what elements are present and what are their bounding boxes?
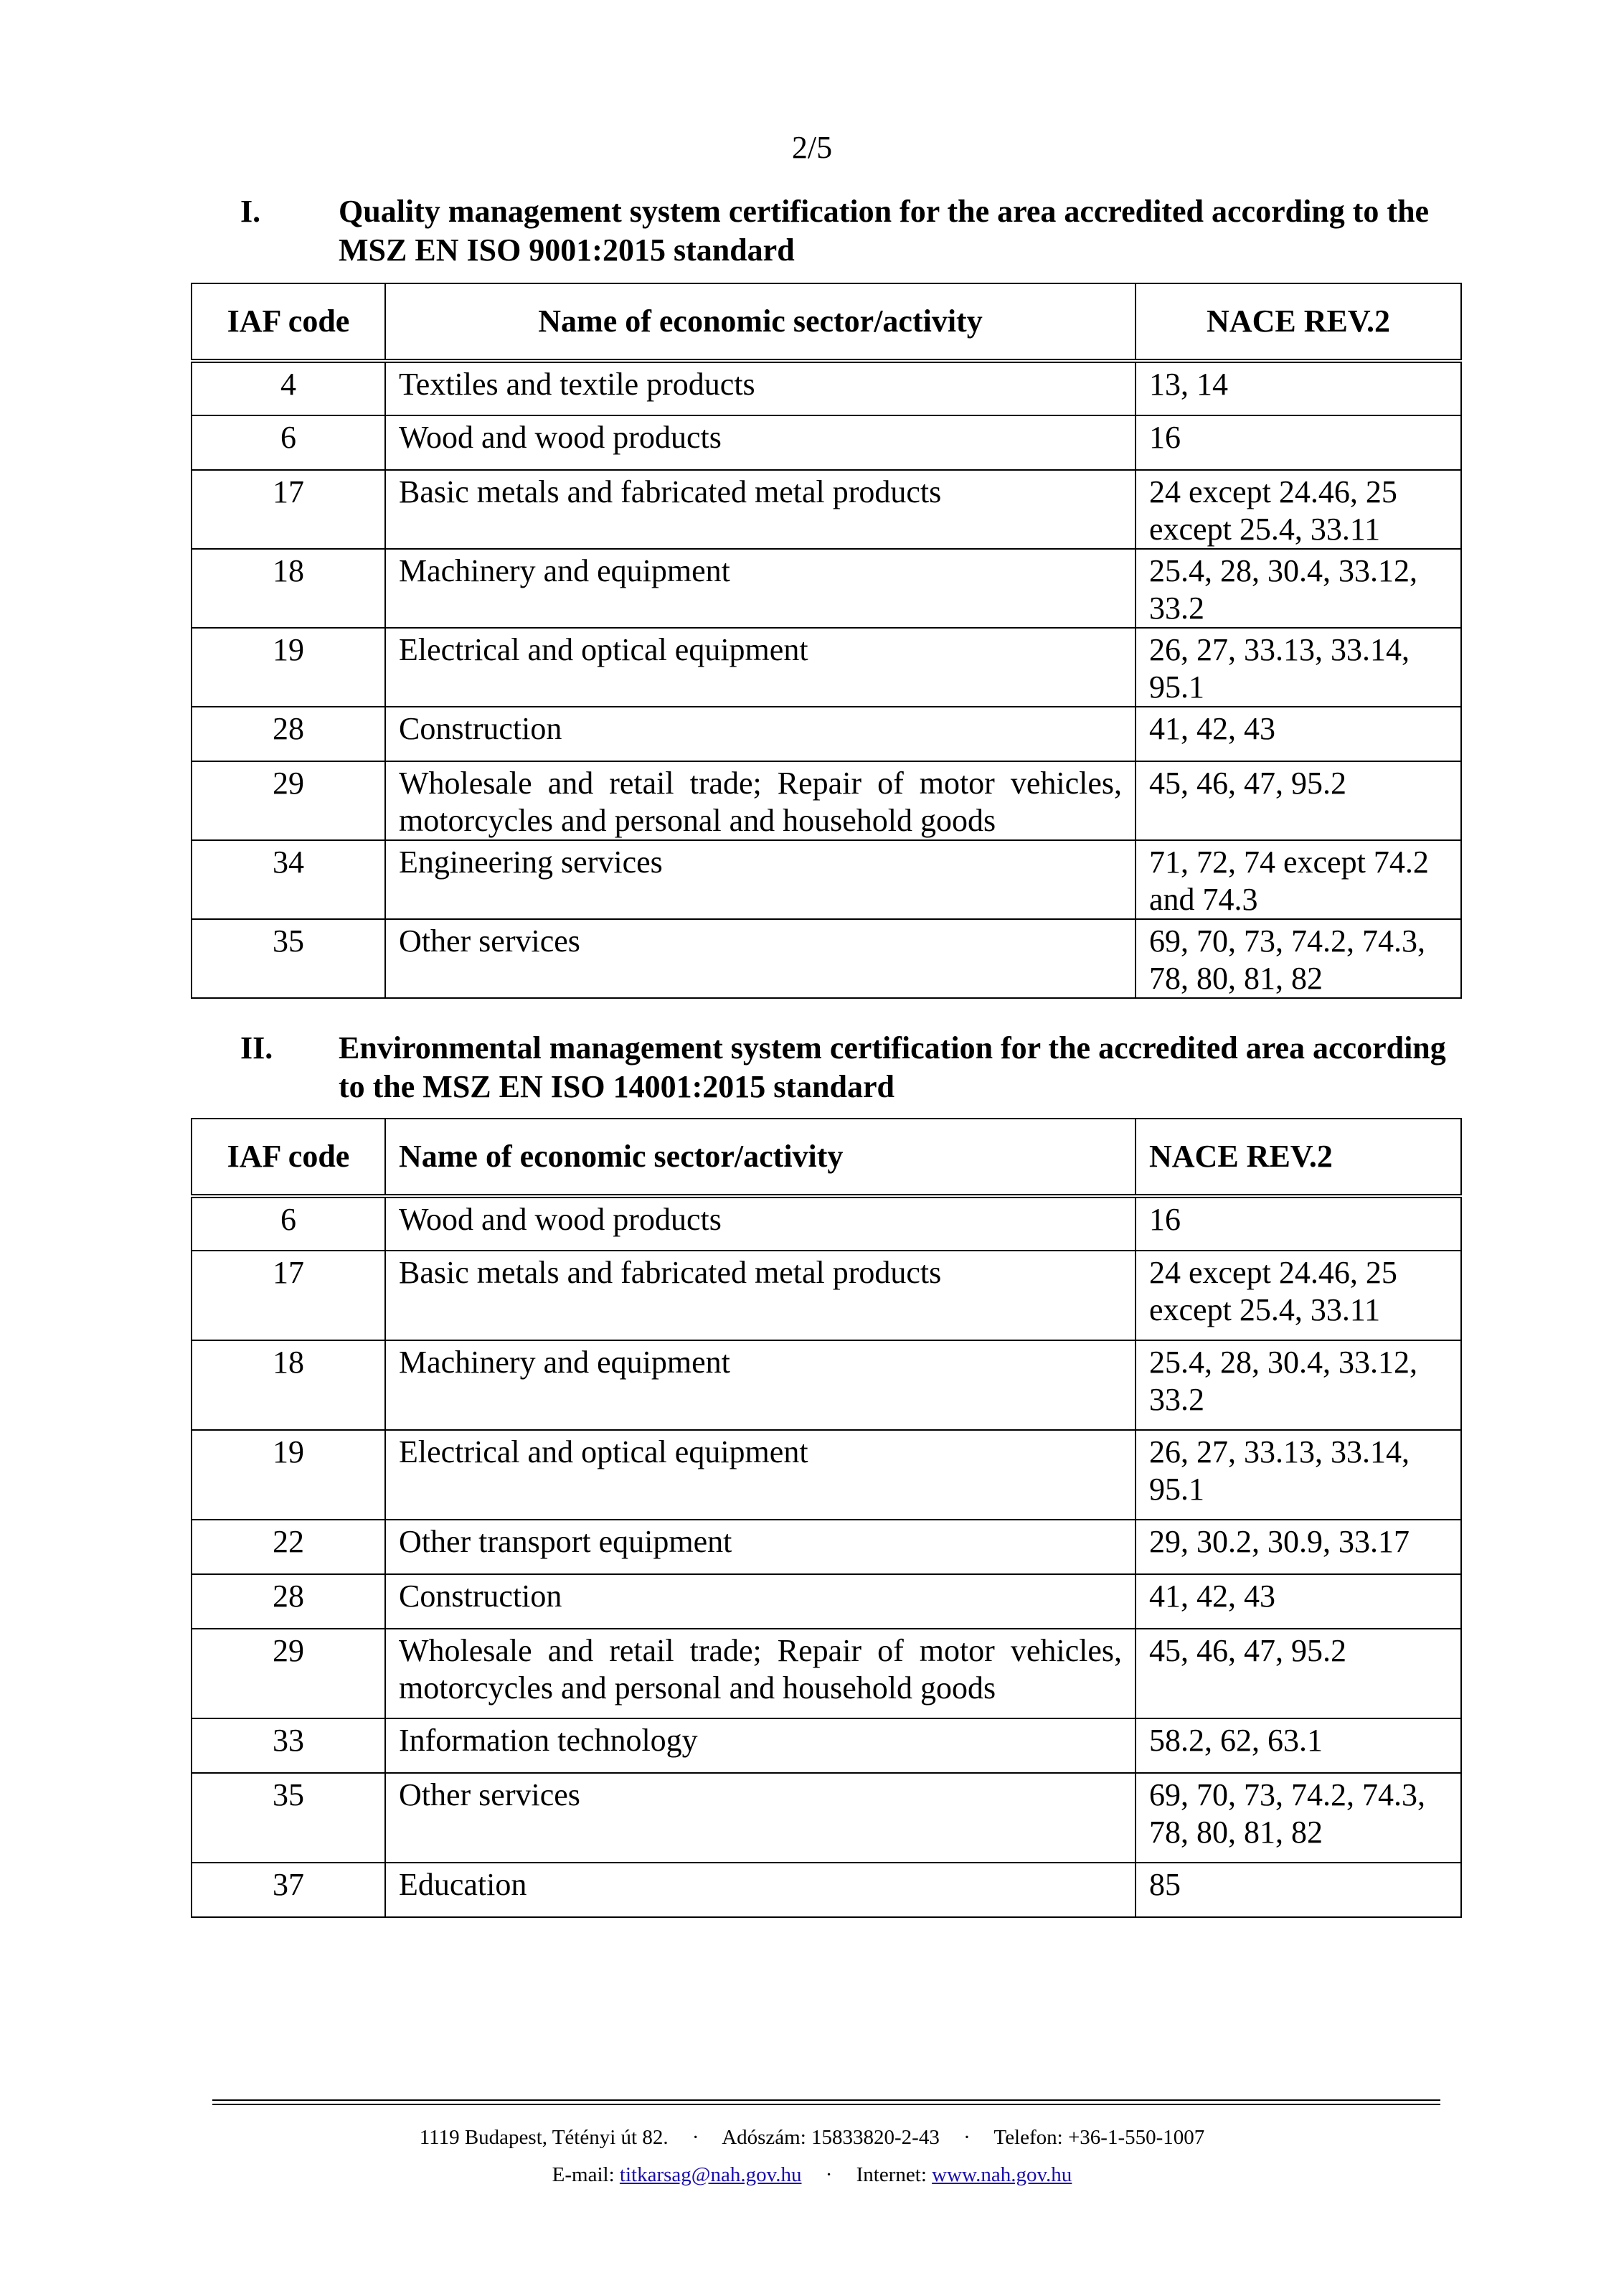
sector-name-cell <box>385 628 1136 707</box>
iaf-code-cell <box>192 1196 385 1251</box>
table-row <box>192 1196 1461 1251</box>
iaf-code-cell <box>192 840 385 919</box>
column-header-nace: NACE REV.2 <box>1136 1119 1461 1196</box>
section-numeral: I. <box>240 194 261 229</box>
footer-website-link[interactable]: www.nah.gov.hu <box>932 2163 1072 2186</box>
nace-codes: 24 except 24.46, 25 except 25.4, 33.11 <box>1149 474 1397 547</box>
iaf-code: 37 <box>273 1867 304 1902</box>
sector-name: Wood and wood products <box>399 420 722 455</box>
sector-name-cell <box>385 415 1136 470</box>
table-row <box>192 1520 1461 1574</box>
footer-email-label: E-mail: <box>552 2163 615 2186</box>
nace-cell <box>1136 707 1461 761</box>
nace-cell <box>1136 1196 1461 1251</box>
nace-codes: 16 <box>1149 420 1181 455</box>
sector-name: Machinery and equipment <box>399 553 730 588</box>
section-heading-quality <box>240 192 1474 270</box>
table-row <box>192 549 1461 628</box>
nace-codes: 16 <box>1149 1202 1181 1237</box>
nace-cell <box>1136 1718 1461 1773</box>
sector-name: Wood and wood products <box>399 1202 722 1237</box>
iaf-code: 28 <box>273 711 304 746</box>
nace-codes: 69, 70, 73, 74.2, 74.3, 78, 80, 81, 82 <box>1149 1777 1425 1850</box>
sector-name: Construction <box>399 711 562 746</box>
section-title: Environmental management system certification for the accredited area according to the MSZ EN ISO 14001:2015 standard <box>339 1030 1446 1104</box>
iaf-code: 28 <box>273 1578 304 1614</box>
footer-separator: · <box>963 2126 971 2149</box>
column-header-iaf-code: IAF code <box>192 1119 385 1196</box>
environmental-scope-table <box>191 1118 1462 1918</box>
table-row <box>192 1718 1461 1773</box>
footer-tax-id: Adószám: 15833820-2-43 <box>722 2126 940 2149</box>
table-row <box>192 707 1461 761</box>
sector-name: Wholesale and retail trade; Repair of motor vehicles, motorcycles and personal and household goods <box>399 766 1122 838</box>
footer-divider <box>212 2099 1440 2101</box>
footer-separator: · <box>691 2126 699 2149</box>
sector-name-cell <box>385 1196 1136 1251</box>
sector-name: Wholesale and retail trade; Repair of motor vehicles, motorcycles and personal and household goods <box>399 1633 1122 1705</box>
table-row <box>192 415 1461 470</box>
nace-cell <box>1136 761 1461 840</box>
sector-name-cell <box>385 1863 1136 1917</box>
iaf-code: 19 <box>273 632 304 667</box>
table-row <box>192 1251 1461 1340</box>
iaf-code-cell <box>192 628 385 707</box>
nace-codes: 26, 27, 33.13, 33.14, 95.1 <box>1149 1434 1410 1507</box>
table-header-row <box>192 1119 1461 1196</box>
nace-cell <box>1136 919 1461 998</box>
nace-cell <box>1136 361 1461 415</box>
sector-name-cell <box>385 761 1136 840</box>
iaf-code-cell <box>192 1430 385 1520</box>
iaf-code-cell <box>192 1773 385 1863</box>
nace-cell <box>1136 549 1461 628</box>
table-row <box>192 840 1461 919</box>
sector-name-cell <box>385 1340 1136 1430</box>
iaf-code-cell <box>192 1863 385 1917</box>
sector-name-cell <box>385 1574 1136 1629</box>
sector-name: Basic metals and fabricated metal products <box>399 474 942 509</box>
footer-divider <box>212 2104 1440 2105</box>
footer-contact-line <box>0 2124 1624 2151</box>
sector-name-cell <box>385 1520 1136 1574</box>
sector-name: Other services <box>399 1777 580 1812</box>
sector-name-cell <box>385 1773 1136 1863</box>
nace-codes: 58.2, 62, 63.1 <box>1149 1723 1323 1758</box>
nace-cell <box>1136 1863 1461 1917</box>
sector-name: Machinery and equipment <box>399 1345 730 1380</box>
sector-name: Other transport equipment <box>399 1524 732 1559</box>
nace-codes: 45, 46, 47, 95.2 <box>1149 1633 1346 1668</box>
sector-name: Basic metals and fabricated metal products <box>399 1255 942 1290</box>
sector-name: Textiles and textile products <box>399 367 755 402</box>
nace-cell <box>1136 840 1461 919</box>
column-header-nace: NACE REV.2 <box>1136 283 1461 361</box>
iaf-code-cell <box>192 919 385 998</box>
sector-name-cell <box>385 1718 1136 1773</box>
nace-cell <box>1136 628 1461 707</box>
nace-codes: 26, 27, 33.13, 33.14, 95.1 <box>1149 632 1410 705</box>
sector-name-cell <box>385 1629 1136 1718</box>
sector-name-cell <box>385 361 1136 415</box>
table-header-row <box>192 283 1461 361</box>
nace-codes: 45, 46, 47, 95.2 <box>1149 766 1346 801</box>
table-row <box>192 919 1461 998</box>
iaf-code: 34 <box>273 844 304 880</box>
nace-codes: 71, 72, 74 except 74.2 and 74.3 <box>1149 844 1429 917</box>
table-row <box>192 1629 1461 1718</box>
nace-codes: 69, 70, 73, 74.2, 74.3, 78, 80, 81, 82 <box>1149 923 1425 996</box>
sector-name-cell <box>385 840 1136 919</box>
nace-codes: 29, 30.2, 30.9, 33.17 <box>1149 1524 1410 1559</box>
iaf-code-cell <box>192 1718 385 1773</box>
nace-codes: 25.4, 28, 30.4, 33.12, 33.2 <box>1149 1345 1417 1417</box>
iaf-code: 17 <box>273 474 304 509</box>
iaf-code-cell <box>192 1340 385 1430</box>
nace-codes: 41, 42, 43 <box>1149 1578 1275 1614</box>
nace-cell <box>1136 1574 1461 1629</box>
iaf-code: 29 <box>273 766 304 801</box>
sector-name: Engineering services <box>399 844 663 880</box>
iaf-code: 35 <box>273 1777 304 1812</box>
column-header-sector-name: Name of economic sector/activity <box>385 283 1136 361</box>
sector-name-cell <box>385 1251 1136 1340</box>
nace-cell <box>1136 1629 1461 1718</box>
nace-codes: 13, 14 <box>1149 367 1228 402</box>
footer-phone: Telefon: +36-1-550-1007 <box>993 2126 1205 2149</box>
table-row <box>192 1863 1461 1917</box>
nace-cell <box>1136 1340 1461 1430</box>
nace-cell <box>1136 1520 1461 1574</box>
sector-name-cell <box>385 549 1136 628</box>
nace-cell <box>1136 470 1461 549</box>
sector-name-cell <box>385 470 1136 549</box>
iaf-code: 6 <box>280 420 296 455</box>
iaf-code: 35 <box>273 923 304 959</box>
nace-codes: 41, 42, 43 <box>1149 711 1275 746</box>
iaf-code: 6 <box>280 1202 296 1237</box>
table-row <box>192 1773 1461 1863</box>
quality-scope-table <box>191 283 1462 999</box>
iaf-code-cell <box>192 761 385 840</box>
section-heading-environmental <box>240 1029 1474 1106</box>
sector-name: Electrical and optical equipment <box>399 1434 808 1469</box>
nace-cell <box>1136 1251 1461 1340</box>
iaf-code-cell <box>192 415 385 470</box>
iaf-code-cell <box>192 1574 385 1629</box>
iaf-code: 18 <box>273 553 304 588</box>
table-row <box>192 1574 1461 1629</box>
nace-cell <box>1136 1430 1461 1520</box>
footer-web-line <box>0 2161 1624 2188</box>
table-row <box>192 1340 1461 1430</box>
sector-name-cell <box>385 1430 1136 1520</box>
iaf-code-cell <box>192 707 385 761</box>
table-row <box>192 361 1461 415</box>
footer-email-link[interactable]: titkarsag@nah.gov.hu <box>619 2163 802 2186</box>
sector-name: Information technology <box>399 1723 698 1758</box>
section-title: Quality management system certification for the area accredited according to the MSZ EN ISO 9001:2015 standard <box>339 194 1430 268</box>
sector-name: Other services <box>399 923 580 959</box>
iaf-code: 18 <box>273 1345 304 1380</box>
nace-codes: 85 <box>1149 1867 1181 1902</box>
table-row <box>192 470 1461 549</box>
sector-name-cell <box>385 707 1136 761</box>
iaf-code: 29 <box>273 1633 304 1668</box>
nace-cell <box>1136 415 1461 470</box>
column-header-iaf-code: IAF code <box>192 283 385 361</box>
sector-name: Education <box>399 1867 527 1902</box>
iaf-code: 22 <box>273 1524 304 1559</box>
sector-name-cell <box>385 919 1136 998</box>
nace-codes: 24 except 24.46, 25 except 25.4, 33.11 <box>1149 1255 1397 1327</box>
iaf-code-cell <box>192 470 385 549</box>
table-row <box>192 628 1461 707</box>
page-number: 2/5 <box>791 130 833 165</box>
column-header-sector-name: Name of economic sector/activity <box>385 1119 1136 1196</box>
nace-cell <box>1136 1773 1461 1863</box>
iaf-code-cell <box>192 361 385 415</box>
iaf-code-cell <box>192 1251 385 1340</box>
table-row <box>192 761 1461 840</box>
footer-internet-label: Internet: <box>856 2163 927 2186</box>
iaf-code: 4 <box>280 367 296 402</box>
iaf-code: 17 <box>273 1255 304 1290</box>
iaf-code-cell <box>192 1520 385 1574</box>
sector-name: Electrical and optical equipment <box>399 632 808 667</box>
footer-separator: · <box>825 2163 833 2186</box>
iaf-code: 19 <box>273 1434 304 1469</box>
iaf-code-cell <box>192 1629 385 1718</box>
iaf-code-cell <box>192 549 385 628</box>
nace-codes: 25.4, 28, 30.4, 33.12, 33.2 <box>1149 553 1417 626</box>
section-numeral: II. <box>240 1030 273 1065</box>
iaf-code: 33 <box>273 1723 304 1758</box>
table-row <box>192 1430 1461 1520</box>
sector-name: Construction <box>399 1578 562 1614</box>
footer-address: 1119 Budapest, Tétényi út 82. <box>419 2126 669 2149</box>
